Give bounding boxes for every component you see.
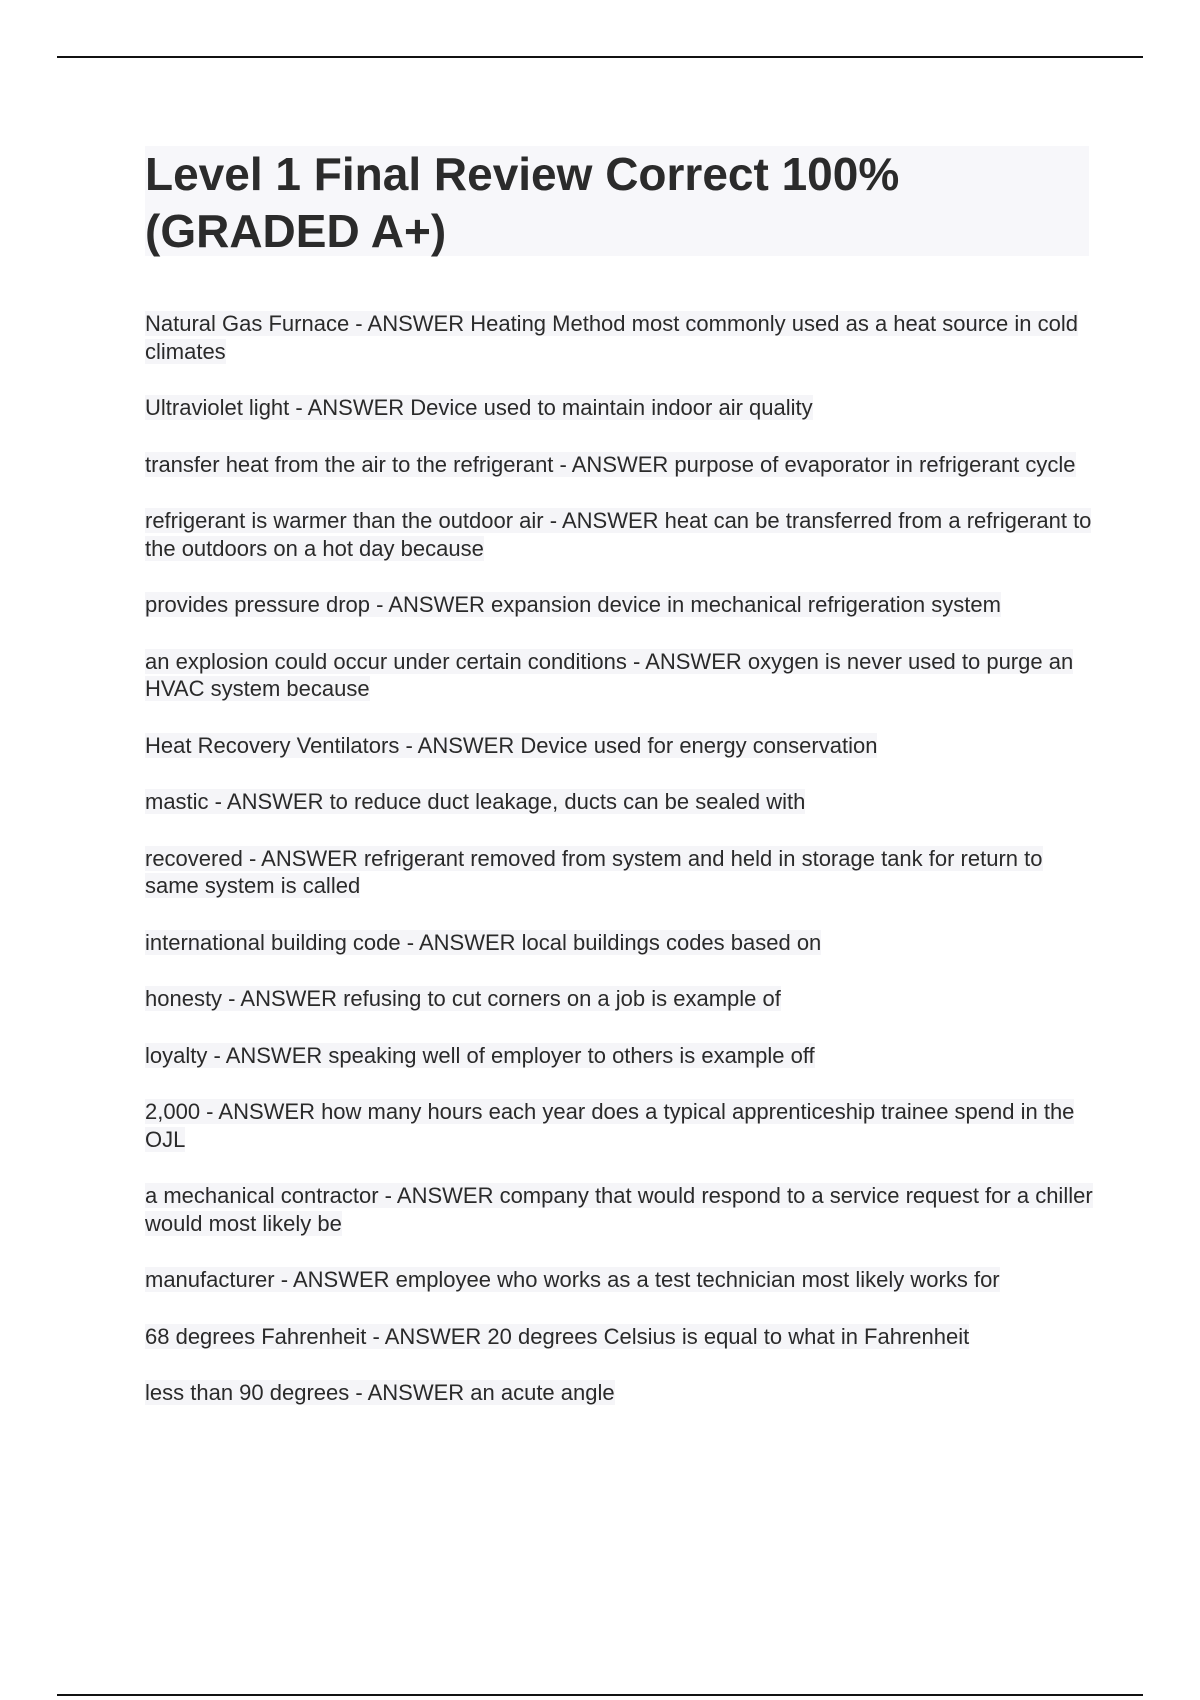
qa-text: an explosion could occur under certain conditions - ANSWER oxygen is never used to purge an HVAC system because [145, 648, 1074, 701]
document-title: Level 1 Final Review Correct 100% (GRADED A+) [145, 148, 900, 257]
qa-item-15 [145, 1266, 1095, 1294]
qa-item-13 [145, 1098, 1095, 1153]
qa-item-9 [145, 845, 1095, 900]
qa-list [145, 310, 1095, 1436]
qa-item-11 [145, 985, 1095, 1013]
qa-item-12 [145, 1042, 1095, 1070]
qa-text: international building code - ANSWER local buildings codes based on [145, 929, 822, 955]
qa-text: refrigerant is warmer than the outdoor air - ANSWER heat can be transferred from a refrigerant to the outdoors on a hot day because [145, 508, 1092, 561]
qa-text: less than 90 degrees - ANSWER an acute angle [145, 1380, 615, 1405]
qa-text: a mechanical contractor - ANSWER company that would respond to a service request for a chiller would most likely be [145, 1183, 1093, 1236]
qa-text: provides pressure drop - ANSWER expansion device in mechanical refrigeration system [145, 592, 1001, 617]
qa-item-3 [145, 451, 1095, 479]
qa-item-16 [145, 1323, 1095, 1351]
qa-text: mastic - ANSWER to reduce duct leakage, ducts can be sealed with [145, 789, 806, 814]
qa-item-10 [145, 929, 1095, 957]
qa-text: transfer heat from the air to the refrigerant - ANSWER purpose of evaporator in refrigerant cycle [145, 451, 1076, 477]
qa-item-2 [145, 394, 1095, 422]
qa-item-8 [145, 788, 1095, 816]
qa-text: manufacturer - ANSWER employee who works as a test technician most likely works for [145, 1267, 1000, 1292]
qa-item-14 [145, 1182, 1095, 1237]
qa-item-5 [145, 591, 1095, 619]
qa-text: loyalty - ANSWER speaking well of employer to others is example off [145, 1042, 815, 1068]
qa-item-17 [145, 1379, 1095, 1407]
qa-text: Natural Gas Furnace - ANSWER Heating Method most commonly used as a heat source in cold climates [145, 311, 1078, 364]
qa-item-1 [145, 310, 1095, 365]
qa-text: Ultraviolet light - ANSWER Device used to maintain indoor air quality [145, 395, 813, 420]
qa-item-6 [145, 648, 1095, 703]
qa-text: 68 degrees Fahrenheit - ANSWER 20 degrees Celsius is equal to what in Fahrenheit [145, 1323, 970, 1349]
top-divider [57, 56, 1143, 58]
qa-text: recovered - ANSWER refrigerant removed from system and held in storage tank for return to same system is called [145, 845, 1043, 898]
qa-item-7 [145, 732, 1095, 760]
bottom-divider [57, 1694, 1143, 1696]
qa-text: honesty - ANSWER refusing to cut corners on a job is example of [145, 986, 781, 1011]
qa-item-4 [145, 507, 1095, 562]
title-block [145, 146, 1089, 256]
qa-text: 2,000 - ANSWER how many hours each year does a typical apprenticeship trainee spend in the OJL [145, 1099, 1075, 1152]
qa-text: Heat Recovery Ventilators - ANSWER Device used for energy conservation [145, 732, 878, 758]
